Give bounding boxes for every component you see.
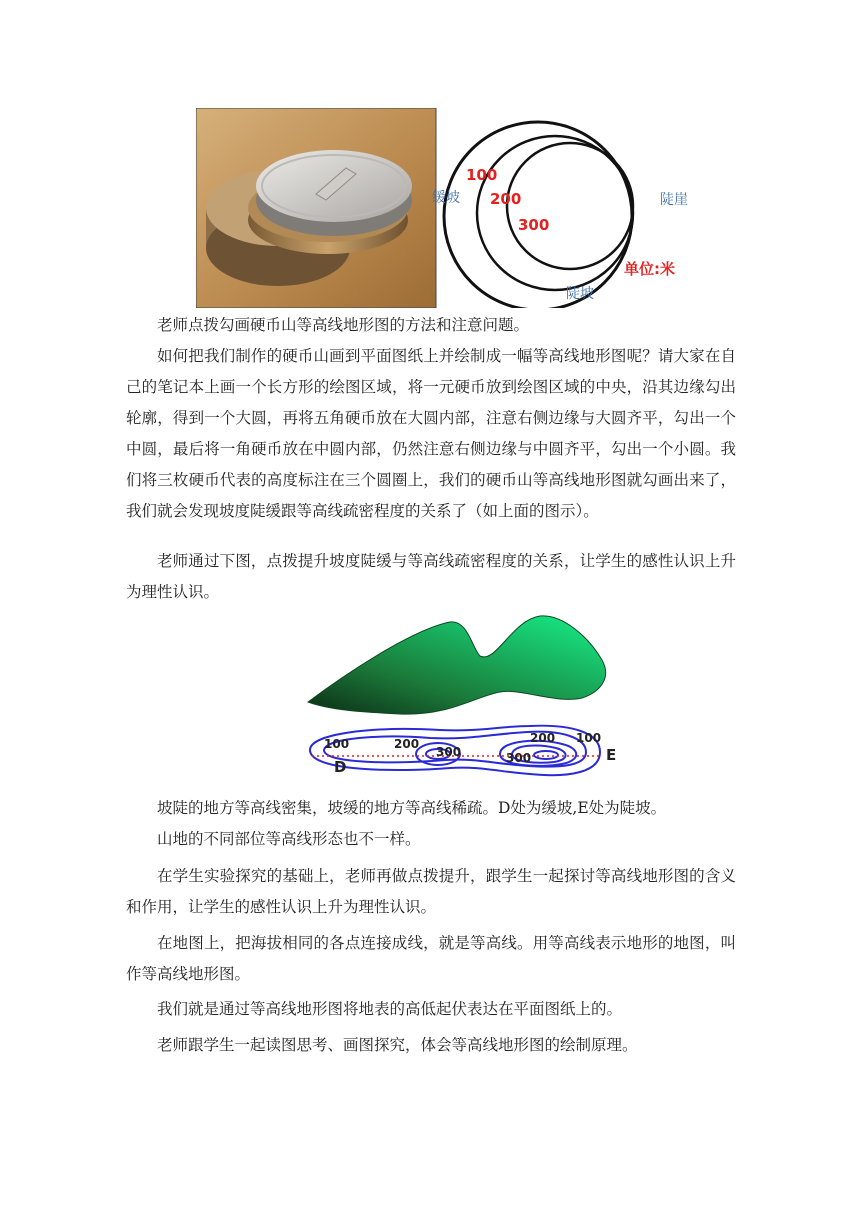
point-e-label: E bbox=[606, 746, 617, 764]
gentle-slope-label: 缓坡 bbox=[432, 190, 460, 206]
slope-contour-figure bbox=[300, 606, 620, 792]
coin-mountain-figure bbox=[196, 108, 706, 308]
paragraph: 老师点拨勾画硬币山等高线地形图的方法和注意问题。 bbox=[157, 316, 530, 334]
mountain-profile bbox=[308, 616, 606, 714]
paragraph: 山地的不同部位等高线形态也不一样。 bbox=[157, 830, 421, 848]
paragraph: 如何把我们制作的硬币山画到平面图纸上并绘制成一幅等高线地形图呢？请大家在自己的笔记本上画一个长方形的绘图区域，将一元硬币放到绘图区域的中央，沿其边缘勾出轮廓，得到一个大圆，再将五角硬币放在大圆内部，注意右侧边缘与大圆齐平，勾出一个中圆，最后将一角硬币放在中圆内部，仍然注意右侧边缘与中圆齐平，勾出一个小圆。我们将三枚硬币代表的高度标注在三个圆圈上，我们的硬币山等高线地形图就勾画出来了，我们就会发现坡度陡缓跟等高线疏密程度的关系了（如上面的图示）。 bbox=[126, 347, 736, 520]
paragraph: 在学生实验探究的基础上，老师再做点拨提升，跟学生一起探讨等高线地形图的含义和作用，让学生的感性认识上升为理性认识。 bbox=[126, 867, 736, 916]
cliff-label: 陡崖 bbox=[660, 192, 688, 208]
paragraph: 在地图上，把海拔相同的各点连接成线，就是等高线。用等高线表示地形的地图，叫作等高线地形图。 bbox=[126, 934, 736, 983]
paragraph: 我们就是通过等高线地形图将地表的高低起伏表达在平面图纸上的。 bbox=[157, 1000, 623, 1018]
map-label-100: 100 bbox=[324, 737, 350, 751]
contour-label-100: 100 bbox=[466, 166, 498, 184]
paragraph: 老师通过下图，点拨提升坡度陡缓与等高线疏密程度的关系，让学生的感性认识上升为理性认识。 bbox=[126, 552, 736, 601]
map-label-200: 200 bbox=[394, 737, 420, 751]
unit-label: 单位:米 bbox=[624, 260, 675, 278]
steep-slope-label: 陡坡 bbox=[566, 286, 594, 302]
coin-contour-diagram bbox=[444, 122, 633, 308]
contour-label-300: 300 bbox=[518, 216, 550, 234]
map-label-300-right: 300 bbox=[506, 751, 532, 765]
paragraph: 老师跟学生一起读图思考、画图探究，体会等高线地形图的绘制原理。 bbox=[157, 1036, 638, 1054]
map-label-100-right: 100 bbox=[576, 731, 602, 745]
paragraph: 坡陡的地方等高线密集，坡缓的地方等高线稀疏。D处为缓坡,E处为陡坡。 bbox=[157, 799, 667, 817]
point-d-label: D bbox=[334, 758, 347, 776]
map-label-200-right: 200 bbox=[530, 731, 556, 745]
map-label-300: 300 bbox=[436, 745, 462, 759]
coin-stack-photo bbox=[196, 108, 436, 308]
contour-label-200: 200 bbox=[490, 190, 522, 208]
